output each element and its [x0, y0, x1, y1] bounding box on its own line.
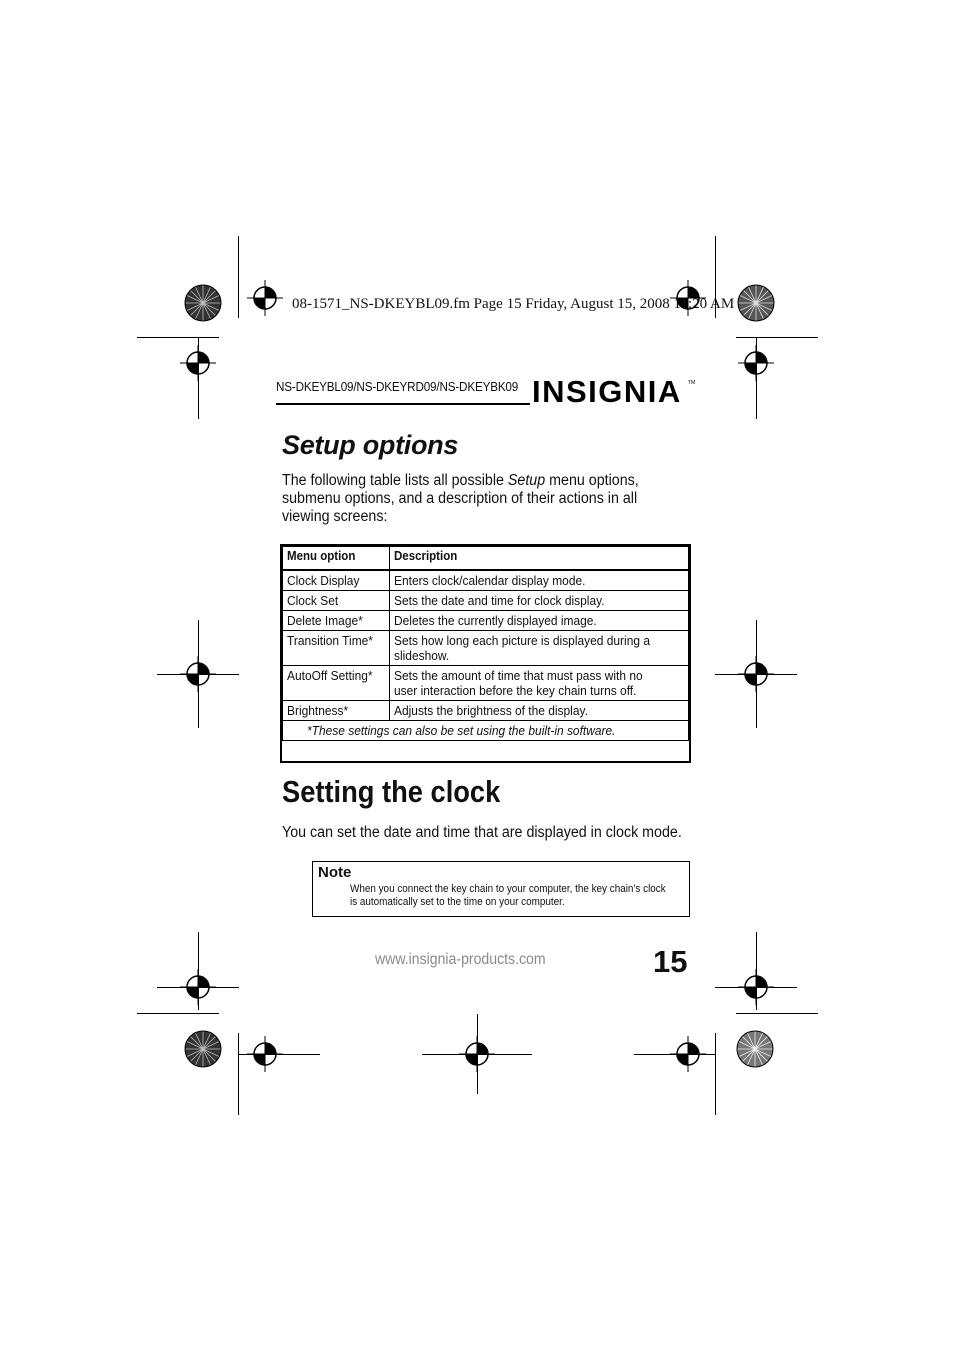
- intro-emphasis: Setup: [507, 472, 546, 489]
- table-footnote: *These settings can also be set using the built-in software.: [283, 721, 689, 741]
- crop-line: [238, 236, 239, 318]
- cell-description: Adjusts the brightness of the display.: [390, 701, 689, 721]
- note-box: [312, 861, 690, 917]
- intro-text-end: menu options, submenu options, and a description of their actions in all viewing screens:: [282, 472, 639, 525]
- registration-crosshair-icon: [180, 345, 216, 381]
- registration-crosshair-icon: [459, 1036, 495, 1072]
- cell-description: Sets how long each picture is displayed during a slideshow.: [390, 631, 689, 666]
- logo-trademark: TM: [688, 380, 696, 386]
- setup-options-table: [280, 544, 691, 763]
- crop-line: [736, 1013, 818, 1014]
- cell-option: Delete Image*: [283, 611, 390, 631]
- color-bar-rosette-icon: [184, 284, 222, 322]
- website-url: www.insignia-products.com: [375, 951, 546, 968]
- cell-description: Sets the amount of time that must pass with no user interaction before the key chain turns off.: [390, 666, 689, 701]
- table-header-row: [283, 547, 689, 571]
- clock-paragraph: You can set the date and time that are displayed in clock mode.: [282, 824, 682, 841]
- cell-description: Sets the date and time for clock display.: [390, 591, 689, 611]
- registration-crosshair-icon: [247, 1036, 283, 1072]
- crop-line: [736, 337, 818, 338]
- table-row: [283, 666, 689, 701]
- intro-text-start: The following table lists all possible: [282, 472, 508, 489]
- registration-crosshair-icon: [247, 280, 283, 316]
- table-footnote-row: [283, 721, 689, 741]
- cell-option: AutoOff Setting*: [283, 666, 390, 701]
- column-header-menu-option: Menu option: [283, 547, 390, 571]
- cell-option: Clock Set: [283, 591, 390, 611]
- table-row: [283, 701, 689, 721]
- table-row: [283, 591, 689, 611]
- insignia-logo: [532, 370, 698, 412]
- page-number: 15: [653, 944, 688, 979]
- registration-crosshair-icon: [180, 969, 216, 1005]
- crop-line: [137, 337, 219, 338]
- table-row: [283, 631, 689, 666]
- setup-intro-paragraph: [282, 472, 662, 526]
- color-bar-rosette-icon: [736, 1030, 774, 1068]
- crop-line: [715, 1033, 716, 1115]
- color-bar-rosette-icon: [737, 284, 775, 322]
- header-rule: [276, 403, 530, 405]
- cell-description: Deletes the currently displayed image.: [390, 611, 689, 631]
- model-numbers: NS-DKEYBL09/NS-DKEYRD09/NS-DKEYBK09: [276, 379, 519, 394]
- color-bar-rosette-icon: [184, 1030, 222, 1068]
- registration-crosshair-icon: [738, 345, 774, 381]
- section-title-setup-options: Setup options: [282, 430, 459, 460]
- cell-description: Enters clock/calendar display mode.: [390, 570, 689, 591]
- logo-wordmark: INSIGNIA: [532, 374, 682, 409]
- registration-crosshair-icon: [180, 656, 216, 692]
- registration-crosshair-icon: [738, 969, 774, 1005]
- registration-crosshair-icon: [670, 1036, 706, 1072]
- column-header-description: Description: [390, 547, 689, 571]
- crop-line: [238, 1033, 239, 1115]
- section-title-setting-the-clock: Setting the clock: [282, 774, 501, 809]
- print-slug: 08-1571_NS-DKEYBL09.fm Page 15 Friday, August 15, 2008 11:20 AM: [292, 296, 735, 312]
- registration-crosshair-icon: [738, 656, 774, 692]
- note-body: When you connect the key chain to your computer, the key chain’s clock is automatically set to the time on your computer.: [350, 883, 666, 908]
- cell-option: Brightness*: [283, 701, 390, 721]
- cell-option: Transition Time*: [283, 631, 390, 666]
- table-row: [283, 611, 689, 631]
- crop-line: [137, 1013, 219, 1014]
- cell-option: Clock Display: [283, 570, 390, 591]
- table-row: [283, 570, 689, 591]
- note-title: Note: [318, 864, 352, 881]
